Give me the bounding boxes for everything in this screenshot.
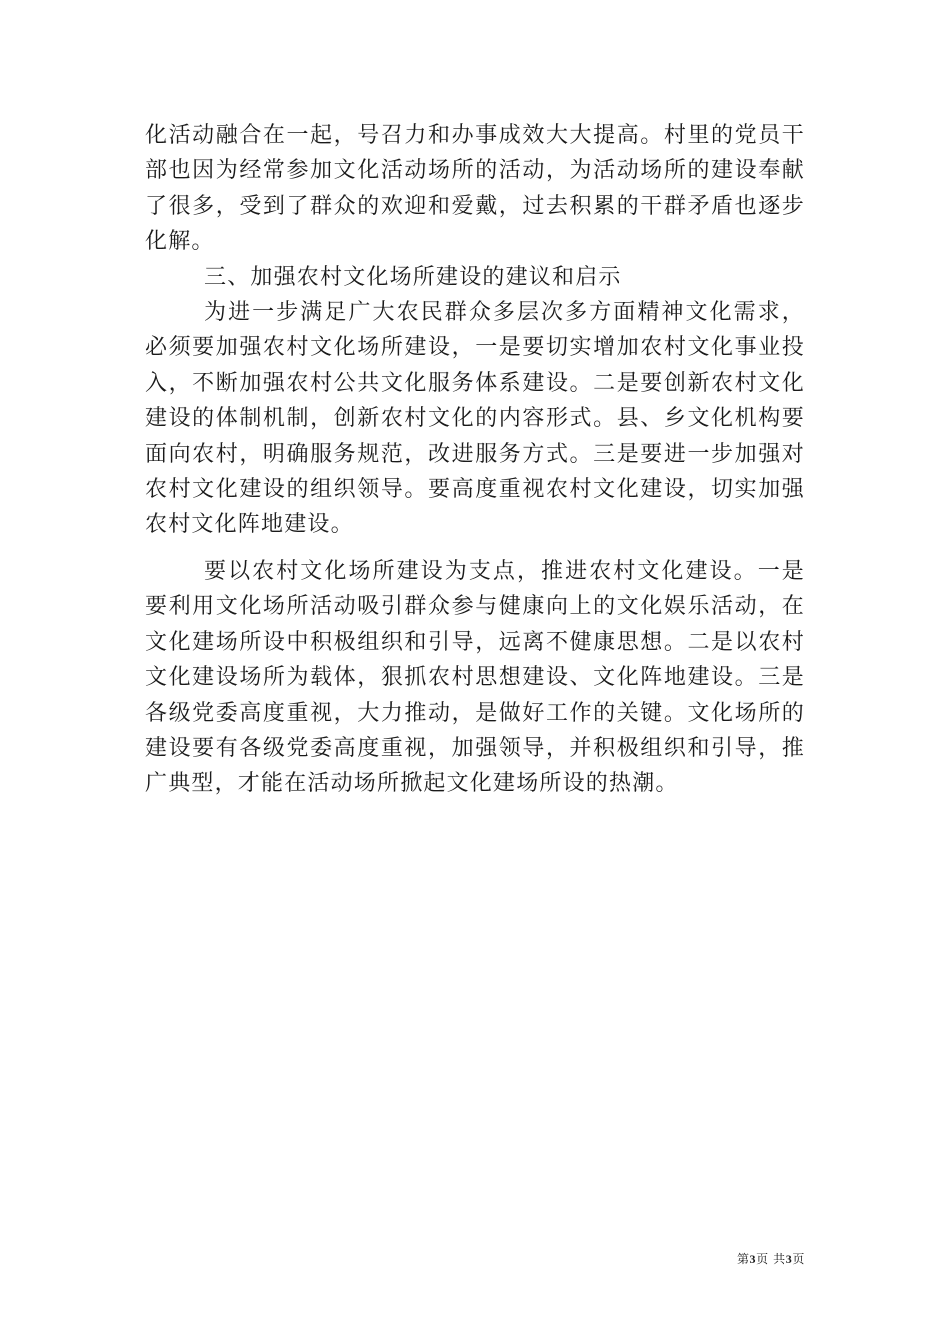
- paragraph-fulcrum: 要以农村文化场所建设为支点，推进农村文化建设。一是要利用文化场所活动吸引群众参与健康向上的文化娱乐活动，在文化建场所设中积极组织和引导，远离不健康思想。二是以农村文化建设场所为载体，狠抓农村思想建设、文化阵地建设。三是各级党委高度重视，大力推动，是做好工作的关键。文化场所的建设要有各级党委高度重视，加强领导，并积极组织和引导，推广典型，才能在活动场所掀起文化建场所设的热潮。: [145, 558, 805, 797]
- section-heading: 三、加强农村文化场所建设的建议和启示: [204, 264, 622, 290]
- footer-suffix: 页: [792, 1252, 805, 1266]
- current-page-number: 3: [749, 1252, 757, 1266]
- footer-middle: 页 共: [756, 1252, 786, 1266]
- document-body: [145, 118, 805, 802]
- footer-prefix: 第: [736, 1252, 750, 1266]
- paragraph-continuation: 化活动融合在一起，号召力和办事成效大大提高。村里的党员干部也因为经常参加文化活动场所的活动，为活动场所的建设奉献了很多，受到了群众的欢迎和爱戴，过去积累的干群矛盾也逐步化解。: [145, 123, 805, 255]
- page-number-footer: [737, 1251, 805, 1267]
- total-pages-number: 3: [785, 1252, 793, 1266]
- paragraph-suggestions: 为进一步满足广大农民群众多层次多方面精神文化需求，必须要加强农村文化场所建设，一是要切实增加农村文化事业投入，不断加强农村公共文化服务体系建设。二是要创新农村文化建设的体制机制，创新农村文化的内容形式。县、乡文化机构要面向农村，明确服务规范，改进服务方式。三是要进一步加强对农村文化建设的组织领导。要高度重视农村文化建设，切实加强农村文化阵地建设。: [145, 300, 805, 538]
